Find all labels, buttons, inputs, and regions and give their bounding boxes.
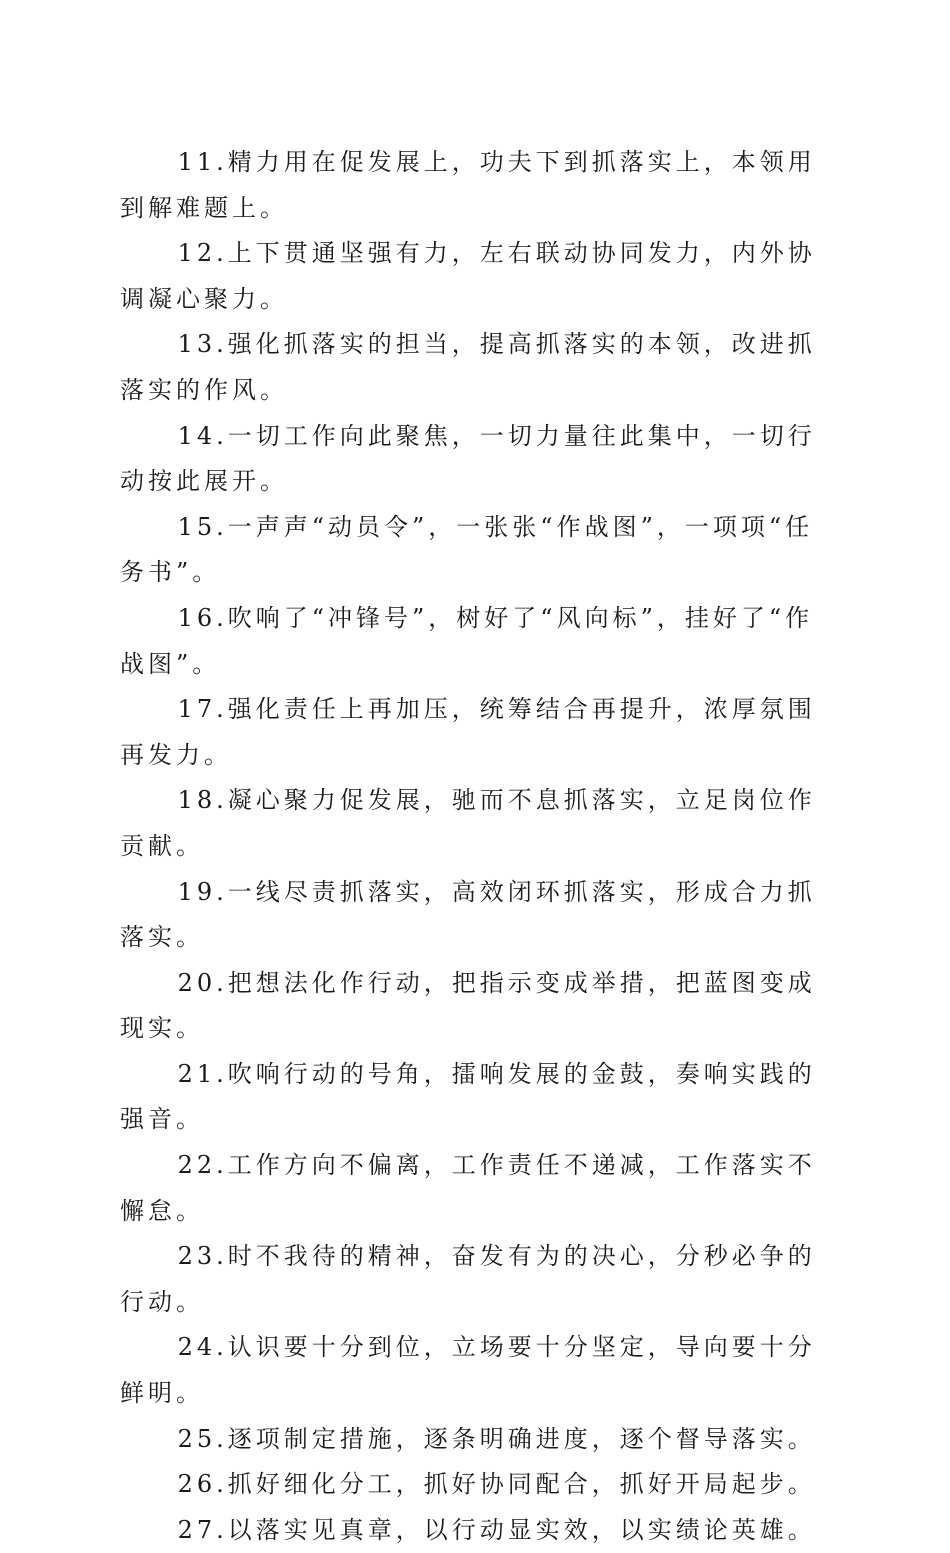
- paragraph-25: 25.逐项制定措施，逐条明确进度，逐个督导落实。: [177, 1424, 816, 1453]
- paragraph-14: 14.一切工作向此聚焦，一切力量往此集中，一切行动按此展开。: [120, 421, 816, 496]
- paragraph-11: 11.精力用在促发展上，功夫下到抓落实上，本领用到解难题上。: [120, 148, 816, 222]
- paragraph-24: 24.认识要十分到位，立场要十分坚定，导向要十分鲜明。: [120, 1333, 816, 1408]
- paragraph-16: 16.吹响了“冲锋号”，树好了“风向标”，挂好了“作战图”。: [120, 603, 814, 678]
- paragraph-15: 15.一声声“动员令”，一张张“作战图”，一项项“任务书”。: [120, 512, 814, 587]
- paragraph-23: 23.时不我待的精神，奋发有为的决心，分秒必争的行动。: [120, 1242, 816, 1316]
- document-body: [120, 140, 840, 1553]
- paragraph-20: 20.把想法化作行动，把指示变成举措，把蓝图变成现实。: [120, 968, 816, 1043]
- paragraph-21: 21.吹响行动的号角，擂响发展的金鼓，奏响实践的强音。: [120, 1059, 816, 1134]
- paragraph-13: 13.强化抓落实的担当，提高抓落实的本领，改进抓落实的作风。: [120, 330, 816, 404]
- paragraph-18: 18.凝心聚力促发展，驰而不息抓落实，立足岗位作贡献。: [120, 786, 816, 860]
- paragraph-22: 22.工作方向不偏离，工作责任不递减，工作落实不懈怠。: [120, 1151, 816, 1225]
- paragraph-12: 12.上下贯通坚强有力，左右联动协同发力，内外协调凝心聚力。: [120, 239, 816, 313]
- paragraph-17: 17.强化责任上再加压，统筹结合再提升，浓厚氛围再发力。: [120, 695, 816, 769]
- paragraph-26: 26.抓好细化分工，抓好协同配合，抓好开局起步。: [177, 1470, 816, 1499]
- paragraph-27: 27.以落实见真章，以行动显实效，以实绩论英雄。: [177, 1515, 816, 1544]
- paragraph-19: 19.一线尽责抓落实，高效闭环抓落实，形成合力抓落实。: [120, 877, 816, 952]
